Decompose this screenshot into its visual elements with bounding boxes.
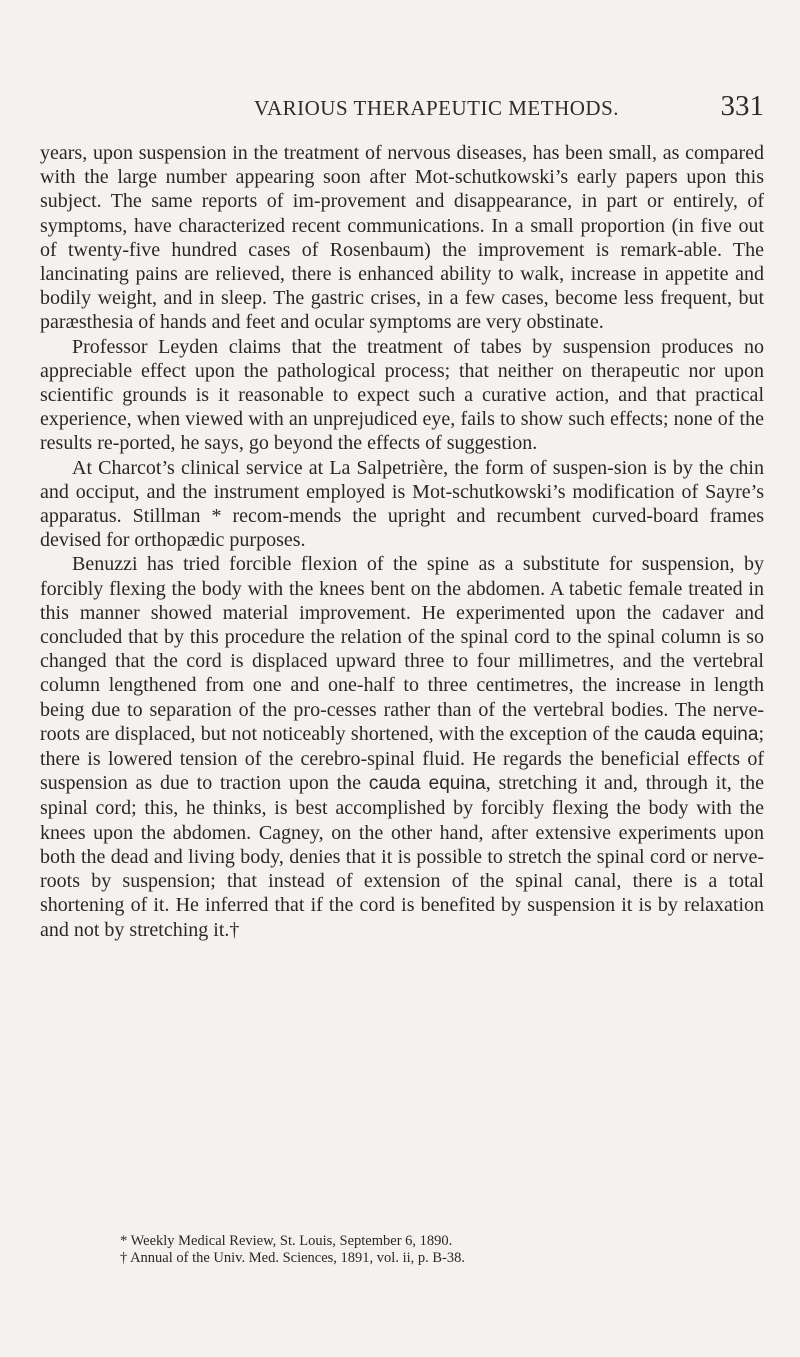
running-head: [40, 90, 764, 126]
paragraph-3: At Charcot’s clinical service at La Salpetrière, the form of suspen-sion is by the chin and occiput, and the instrument employed is Mot-schutkowski’s modification of Sayre’s apparatus. Stillman * recom-mends the upright and recumbent curved-board frames devised for orthopædic purposes.: [40, 456, 764, 552]
paragraph-4-part-a: Benuzzi has tried forcible flexion of the spine as a substitute for suspension, by forcibly flexing the body with the knees bent on the abdomen. A tabetic female treated in this manner showed material improvement. He experimented upon the cadaver and concluded that by this procedure the relation of the spinal cord to the spinal column is so changed that the cord is displaced upward three to four millimetres, and the vertebral column lengthened from one and one-half to three centimetres, the increase in length being due to separation of the pro-cesses rather than of the vertebral bodies. The nerve-roots are displaced, but not noticeably shortened, with the exception of the: [40, 553, 764, 745]
running-title: VARIOUS THERAPEUTIC METHODS.: [254, 96, 620, 120]
paragraph-2: Professor Leyden claims that the treatment of tabes by suspension produces no appreciable effect upon the pathological process; that neither on therapeutic nor upon scientific grounds is it reasonable to expect such a curative action, and that practical experience, when viewed with an unprejudiced eye, fails to show such effects; none of the results re-ported, he says, go beyond the effects of suggestion.: [40, 335, 764, 455]
paragraph-4-part-c: , stretching it and, through it, the spinal cord; this, he thinks, is best accomplished by forcibly flexing the body with the knees upon the abdomen. Cagney, on the other hand, after extensive experiments upon both the dead and living body, denies that it is possible to stretch the spinal cord or nerve-roots by suspension; that instead of extension of the spinal canal, there is a total shortening of it. He inferred that if the cord is benefited by suspension it is by relaxation and not by stretching it.†: [40, 772, 765, 941]
footnotes: [120, 1233, 720, 1267]
paragraph-4-part-b: ; there is lowered tension of the cerebro-spinal fluid. He regards the beneficial effects of suspension as due to traction upon the: [40, 722, 765, 795]
paragraph-4: [40, 552, 764, 941]
body-text: [40, 141, 764, 942]
term-cauda-equina: cauda equina: [644, 723, 759, 745]
term-cauda-equina: cauda equina: [368, 773, 486, 795]
paragraph-1: years, upon suspension in the treatment of nervous diseases, has been small, as compared with the large number appearing soon after Mot-schutkowski’s early papers upon this subject. The same reports of im-provement and disappearance, in part or entirely, of symptoms, have characterized recent communications. In a small proportion (in five out of twenty-five hundred cases of Rosenbaum) the improvement is remark-able. The lancinating pains are relieved, there is enhanced ability to walk, increase in appetite and bodily weight, and in sleep. The gastric crises, in a few cases, become less frequent, but paræsthesia of hands and feet and ocular symptoms are very obstinate.: [40, 142, 764, 334]
page-number: 331: [720, 90, 764, 122]
footnote-2: † Annual of the Univ. Med. Sciences, 1891, vol. ii, p. B-38.: [120, 1250, 466, 1266]
book-page: [40, 0, 764, 1357]
footnote-1: * Weekly Medical Review, St. Louis, September 6, 1890.: [120, 1233, 453, 1249]
